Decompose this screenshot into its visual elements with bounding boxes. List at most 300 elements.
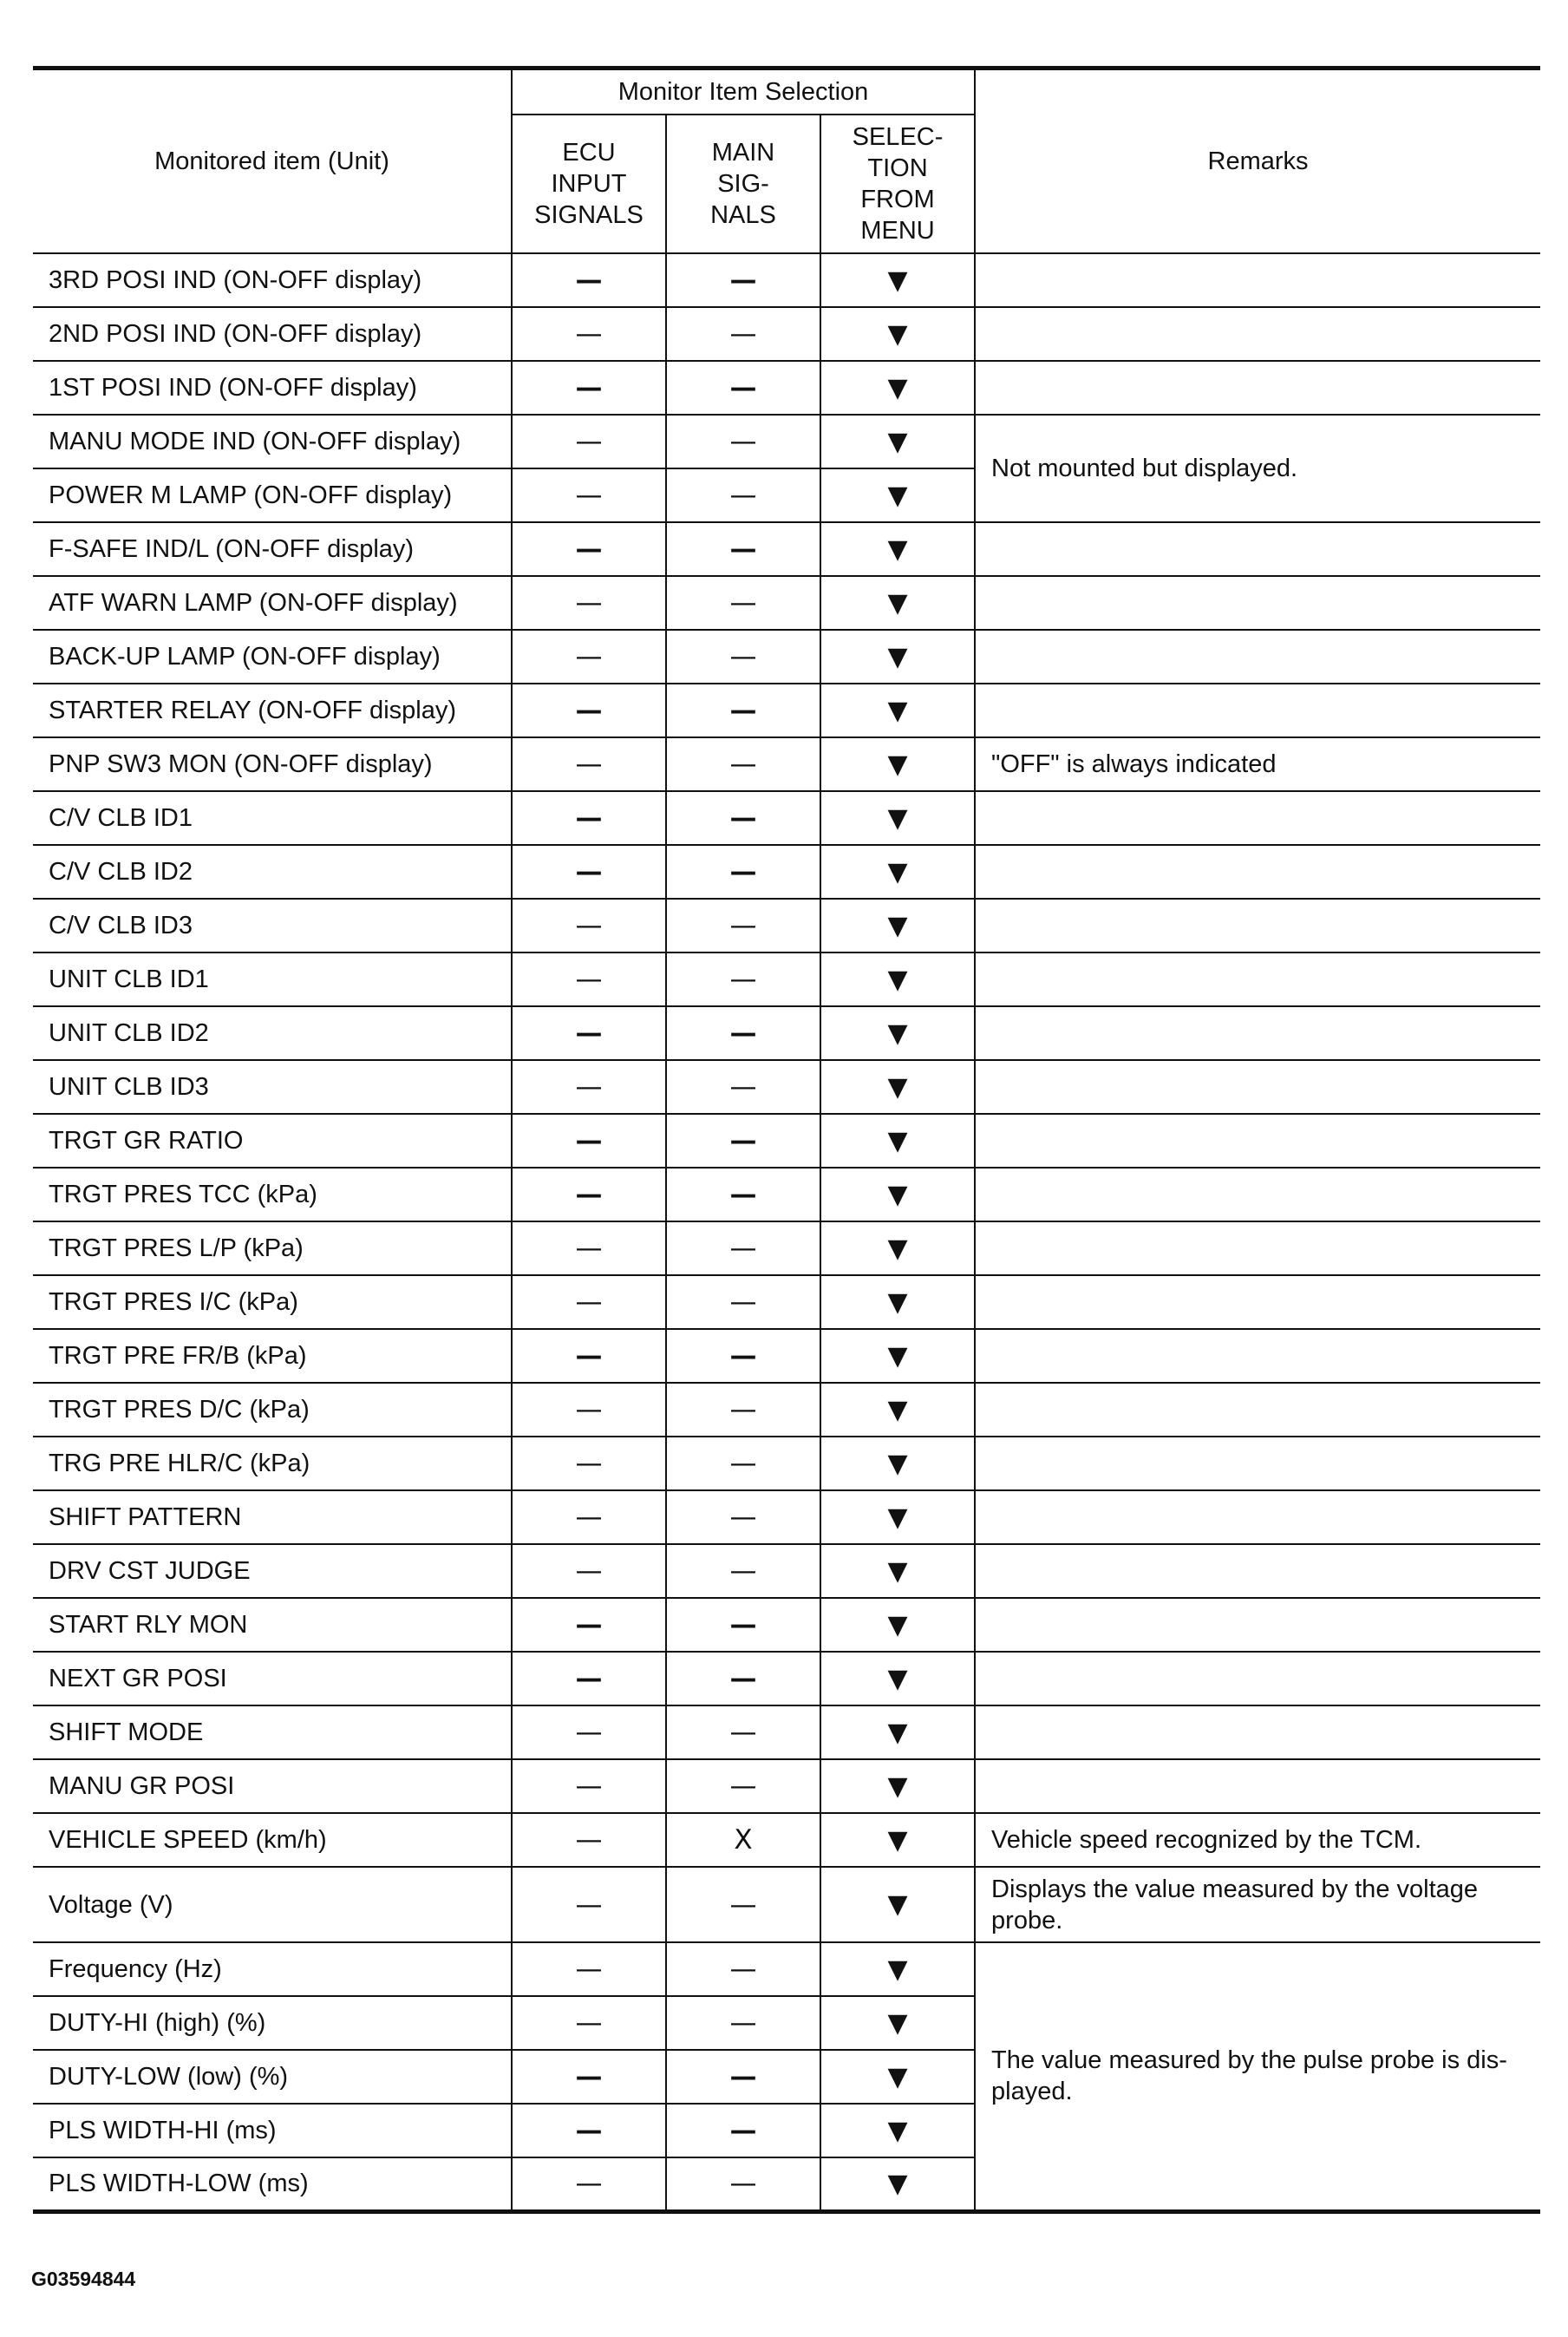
monitored-item-cell: 1ST POSI IND (ON-OFF display) [33,361,512,415]
figure-id: G03594844 [31,2268,136,2290]
ecu-input-signals-cell [512,468,666,522]
table-row [33,1275,1540,1329]
dash-mark: — [575,1889,603,1921]
x-mark: X [734,1824,753,1856]
table-row [33,737,1540,791]
table-row [33,1652,1540,1705]
table-header [33,69,1540,254]
remarks-cell [975,361,1540,415]
triangle-down-icon: ▼ [887,1889,908,1920]
ecu-input-signals-cell [512,899,666,952]
triangle-down-icon: ▼ [887,534,908,565]
remarks-cell: Not mounted but displayed. [975,415,1540,522]
remarks-cell [975,1168,1540,1221]
remarks-cell [975,1006,1540,1060]
triangle-down-icon: ▼ [887,641,908,672]
triangle-down-icon: ▼ [887,2061,908,2092]
dash-mark: — [729,587,757,619]
dash-mark: — [729,1502,757,1533]
monitor-item-table [33,66,1540,2214]
dash-mark: — [575,1340,603,1371]
selection-from-menu-cell [820,1652,975,1705]
main-signals-cell [666,576,820,630]
dash-mark: — [729,1555,757,1587]
table-row [33,1942,1540,1996]
main-signals-cell [666,1383,820,1437]
main-signals-cell [666,791,820,845]
dash-mark: — [575,1018,603,1049]
triangle-down-icon: ▼ [887,1717,908,1748]
ecu-input-signals-cell [512,1652,666,1705]
dash-mark: — [729,1071,757,1103]
dash-mark: — [575,265,603,296]
monitored-item-cell: F-SAFE IND/L (ON-OFF display) [33,522,512,576]
remarks-cell: Vehicle speed recognized by the TCM. [975,1813,1540,1867]
selection-from-menu-cell [820,737,975,791]
triangle-down-icon: ▼ [887,265,908,296]
ecu-input-signals-cell [512,307,666,361]
dash-mark: — [729,265,757,296]
monitored-item-cell: PLS WIDTH-HI (ms) [33,2104,512,2157]
table-body [33,253,1540,2211]
triangle-down-icon: ▼ [887,749,908,780]
triangle-down-icon: ▼ [887,1502,908,1533]
main-signals-cell [666,1168,820,1221]
monitored-item-cell: TRG PRE HLR/C (kPa) [33,1437,512,1490]
dash-mark: — [575,1824,603,1856]
main-signals-cell [666,361,820,415]
monitored-item-cell: TRGT PRES L/P (kPa) [33,1221,512,1275]
dash-mark: — [575,480,603,511]
table-row [33,1383,1540,1437]
dash-mark: — [575,587,603,619]
dash-mark: — [575,749,603,780]
dash-mark: — [729,641,757,672]
main-signals-cell [666,253,820,307]
main-signals-cell [666,1275,820,1329]
main-signals-cell [666,737,820,791]
ecu-input-signals-cell [512,2104,666,2157]
selection-from-menu-cell [820,1544,975,1598]
selection-from-menu-cell [820,1168,975,1221]
dash-mark: — [575,1071,603,1103]
monitored-item-cell: DUTY-HI (high) (%) [33,1996,512,2050]
ecu-input-signals-cell [512,1275,666,1329]
selection-from-menu-cell [820,1383,975,1437]
selection-from-menu-cell [820,845,975,899]
monitored-item-cell: SHIFT MODE [33,1705,512,1759]
table-row [33,361,1540,415]
main-signals-cell [666,415,820,468]
remarks-cell [975,1652,1540,1705]
dash-mark: — [729,1448,757,1479]
remarks-cell [975,1329,1540,1383]
selection-from-menu-cell [820,630,975,684]
dash-mark: — [729,1609,757,1640]
dash-mark: — [729,1663,757,1694]
remarks-cell [975,576,1540,630]
ecu-input-signals-cell [512,415,666,468]
main-signals-cell [666,1652,820,1705]
remarks-cell [975,1544,1540,1598]
remarks-cell [975,899,1540,952]
table-row [33,1114,1540,1168]
table-row [33,1490,1540,1544]
selection-from-menu-cell [820,2104,975,2157]
dash-mark: — [575,426,603,457]
dash-mark: — [729,1954,757,1985]
table-row [33,1437,1540,1490]
table-row [33,1598,1540,1652]
dash-mark: — [575,2007,603,2039]
remarks-cell [975,1383,1540,1437]
monitored-item-cell: BACK-UP LAMP (ON-OFF display) [33,630,512,684]
dash-mark: — [575,910,603,941]
dash-mark: — [575,1179,603,1210]
dash-mark: — [575,1448,603,1479]
dash-mark: — [575,2115,603,2146]
table-row [33,1813,1540,1867]
dash-mark: — [729,1889,757,1921]
selection-from-menu-cell [820,1060,975,1114]
selection-from-menu-cell [820,307,975,361]
ecu-input-signals-cell [512,1490,666,1544]
remarks-cell [975,684,1540,737]
monitored-item-cell: SHIFT PATTERN [33,1490,512,1544]
ecu-input-signals-cell [512,2157,666,2211]
main-signals-cell [666,1006,820,1060]
selection-from-menu-cell [820,1598,975,1652]
main-signals-cell [666,1490,820,1544]
monitored-item-cell: 3RD POSI IND (ON-OFF display) [33,253,512,307]
ecu-input-signals-cell [512,1383,666,1437]
ecu-input-signals-cell [512,1114,666,1168]
dash-mark: — [729,1340,757,1371]
ecu-input-signals-cell [512,1168,666,1221]
main-signals-cell [666,1598,820,1652]
dash-mark: — [575,1717,603,1748]
dash-mark: — [575,1125,603,1156]
triangle-down-icon: ▼ [887,1179,908,1210]
triangle-down-icon: ▼ [887,2168,908,2199]
remarks-cell [975,1114,1540,1168]
triangle-down-icon: ▼ [887,1340,908,1371]
main-signals-cell [666,1544,820,1598]
dash-mark: — [729,964,757,995]
selection-from-menu-cell [820,361,975,415]
triangle-down-icon: ▼ [887,1555,908,1587]
remarks-cell [975,522,1540,576]
ecu-input-signals-cell [512,1813,666,1867]
main-signals-cell [666,899,820,952]
table-row [33,1544,1540,1598]
dash-mark: — [729,1125,757,1156]
triangle-down-icon: ▼ [887,964,908,995]
dash-mark: — [729,1394,757,1425]
remarks-cell [975,253,1540,307]
remarks-cell: Displays the value measured by the voltage probe. [975,1867,1540,1942]
selection-from-menu-cell [820,1942,975,1996]
selection-from-menu-cell [820,899,975,952]
triangle-down-icon: ▼ [887,1394,908,1425]
main-signals-cell [666,1060,820,1114]
main-signals-cell [666,1221,820,1275]
triangle-down-icon: ▼ [887,587,908,619]
dash-mark: — [729,910,757,941]
main-signals-cell [666,1705,820,1759]
main-signals-cell [666,2104,820,2157]
table-row [33,791,1540,845]
table-row [33,1060,1540,1114]
triangle-down-icon: ▼ [887,480,908,511]
table-row [33,899,1540,952]
selection-from-menu-cell [820,1867,975,1942]
col-header-monitor-item-selection: Monitor Item Selection [512,69,975,115]
dash-mark: — [575,534,603,565]
dash-mark: — [729,426,757,457]
remarks-cell: The value measured by the pulse probe is dis- played. [975,1942,1540,2211]
selection-from-menu-cell [820,1813,975,1867]
dash-mark: — [729,372,757,403]
monitored-item-cell: VEHICLE SPEED (km/h) [33,1813,512,1867]
ecu-input-signals-cell [512,1006,666,1060]
remarks-cell [975,845,1540,899]
selection-from-menu-cell [820,1437,975,1490]
ecu-input-signals-cell [512,1221,666,1275]
monitored-item-cell: ATF WARN LAMP (ON-OFF display) [33,576,512,630]
monitored-item-cell: STARTER RELAY (ON-OFF display) [33,684,512,737]
ecu-input-signals-cell [512,684,666,737]
remarks-cell [975,1275,1540,1329]
triangle-down-icon: ▼ [887,1071,908,1103]
remarks-cell [975,791,1540,845]
table-row [33,1867,1540,1942]
main-signals-cell [666,1942,820,1996]
table-row [33,1006,1540,1060]
selection-from-menu-cell [820,2157,975,2211]
monitored-item-cell: TRGT PRE FR/B (kPa) [33,1329,512,1383]
remarks-cell: "OFF" is always indicated [975,737,1540,791]
ecu-input-signals-cell [512,522,666,576]
dash-mark: — [729,2168,757,2200]
monitored-item-cell: POWER M LAMP (ON-OFF display) [33,468,512,522]
dash-mark: — [729,1018,757,1049]
triangle-down-icon: ▼ [887,2115,908,2146]
triangle-down-icon: ▼ [887,1824,908,1856]
monitored-item-cell: DUTY-LOW (low) (%) [33,2050,512,2104]
table-row [33,576,1540,630]
selection-from-menu-cell [820,684,975,737]
triangle-down-icon: ▼ [887,1125,908,1156]
dash-mark: — [729,2115,757,2146]
main-signals-cell [666,630,820,684]
dash-mark: — [729,1771,757,1802]
monitored-item-cell: C/V CLB ID2 [33,845,512,899]
dash-mark: — [575,1286,603,1318]
selection-from-menu-cell [820,576,975,630]
selection-from-menu-cell [820,1275,975,1329]
table-row [33,1705,1540,1759]
triangle-down-icon: ▼ [887,1663,908,1694]
main-signals-cell [666,1329,820,1383]
triangle-down-icon: ▼ [887,318,908,350]
ecu-input-signals-cell [512,1329,666,1383]
ecu-input-signals-cell [512,1437,666,1490]
main-signals-cell [666,1813,820,1867]
dash-mark: — [729,2007,757,2039]
main-signals-cell [666,845,820,899]
dash-mark: — [729,1179,757,1210]
dash-mark: — [729,2061,757,2092]
triangle-down-icon: ▼ [887,695,908,726]
selection-from-menu-cell [820,1759,975,1813]
dash-mark: — [729,318,757,350]
triangle-down-icon: ▼ [887,1771,908,1802]
monitored-item-cell: MANU MODE IND (ON-OFF display) [33,415,512,468]
main-signals-cell [666,1867,820,1942]
monitored-item-cell: PNP SW3 MON (ON-OFF display) [33,737,512,791]
main-signals-cell [666,1114,820,1168]
ecu-input-signals-cell [512,845,666,899]
remarks-cell [975,1759,1540,1813]
dash-mark: — [575,372,603,403]
ecu-input-signals-cell [512,1060,666,1114]
table-row [33,630,1540,684]
remarks-cell [975,1437,1540,1490]
dash-mark: — [575,1555,603,1587]
ecu-input-signals-cell [512,737,666,791]
selection-from-menu-cell [820,415,975,468]
triangle-down-icon: ▼ [887,1233,908,1264]
dash-mark: — [575,1954,603,1985]
main-signals-cell [666,1996,820,2050]
main-signals-cell [666,684,820,737]
dash-mark: — [729,1233,757,1264]
table-row [33,1168,1540,1221]
dash-mark: — [575,1233,603,1264]
dash-mark: — [575,2061,603,2092]
table-row [33,1221,1540,1275]
monitored-item-cell: UNIT CLB ID3 [33,1060,512,1114]
dash-mark: — [575,2168,603,2200]
monitored-item-cell: UNIT CLB ID2 [33,1006,512,1060]
main-signals-cell [666,522,820,576]
main-signals-cell [666,2157,820,2211]
table-row [33,415,1540,468]
ecu-input-signals-cell [512,1705,666,1759]
dash-mark: — [575,318,603,350]
monitored-item-cell: 2ND POSI IND (ON-OFF display) [33,307,512,361]
selection-from-menu-cell [820,1006,975,1060]
main-signals-cell [666,1437,820,1490]
triangle-down-icon: ▼ [887,2007,908,2039]
dash-mark: — [575,856,603,887]
table-row [33,307,1540,361]
triangle-down-icon: ▼ [887,1286,908,1318]
monitored-item-cell: C/V CLB ID3 [33,899,512,952]
ecu-input-signals-cell [512,2050,666,2104]
col-header-main-signals: MAIN SIG- NALS [666,115,820,253]
col-header-selection-from-menu: SELEC- TION FROM MENU [820,115,975,253]
remarks-cell [975,1705,1540,1759]
triangle-down-icon: ▼ [887,426,908,457]
selection-from-menu-cell [820,1705,975,1759]
triangle-down-icon: ▼ [887,1609,908,1640]
table-row [33,253,1540,307]
monitored-item-cell: TRGT PRES TCC (kPa) [33,1168,512,1221]
selection-from-menu-cell [820,1996,975,2050]
ecu-input-signals-cell [512,1759,666,1813]
table-row [33,684,1540,737]
dash-mark: — [729,480,757,511]
col-header-remarks: Remarks [975,69,1540,254]
selection-from-menu-cell [820,468,975,522]
triangle-down-icon: ▼ [887,910,908,941]
ecu-input-signals-cell [512,630,666,684]
triangle-down-icon: ▼ [887,1018,908,1049]
selection-from-menu-cell [820,1221,975,1275]
dash-mark: — [729,856,757,887]
ecu-input-signals-cell [512,253,666,307]
remarks-cell [975,1060,1540,1114]
ecu-input-signals-cell [512,791,666,845]
selection-from-menu-cell [820,952,975,1006]
dash-mark: — [729,1286,757,1318]
monitored-item-cell: UNIT CLB ID1 [33,952,512,1006]
monitored-item-cell: Voltage (V) [33,1867,512,1942]
remarks-cell [975,630,1540,684]
remarks-cell [975,1221,1540,1275]
dash-mark: — [729,695,757,726]
col-header-ecu-input-signals: ECU INPUT SIGNALS [512,115,666,253]
ecu-input-signals-cell [512,1598,666,1652]
dash-mark: — [575,1609,603,1640]
monitored-item-cell: TRGT PRES D/C (kPa) [33,1383,512,1437]
main-signals-cell [666,2050,820,2104]
remarks-cell [975,307,1540,361]
dash-mark: — [575,1394,603,1425]
main-signals-cell [666,307,820,361]
remarks-cell [975,1490,1540,1544]
monitored-item-cell: TRGT GR RATIO [33,1114,512,1168]
monitored-item-cell: DRV CST JUDGE [33,1544,512,1598]
dash-mark: — [575,802,603,834]
ecu-input-signals-cell [512,361,666,415]
selection-from-menu-cell [820,1490,975,1544]
dash-mark: — [729,1717,757,1748]
triangle-down-icon: ▼ [887,1448,908,1479]
dash-mark: — [729,749,757,780]
monitored-item-cell: TRGT PRES I/C (kPa) [33,1275,512,1329]
ecu-input-signals-cell [512,1942,666,1996]
selection-from-menu-cell [820,1329,975,1383]
monitored-item-cell: PLS WIDTH-LOW (ms) [33,2157,512,2211]
ecu-input-signals-cell [512,1996,666,2050]
dash-mark: — [575,695,603,726]
col-header-monitored-item: Monitored item (Unit) [33,69,512,254]
table-row [33,845,1540,899]
selection-from-menu-cell [820,1114,975,1168]
selection-from-menu-cell [820,522,975,576]
dash-mark: — [575,964,603,995]
main-signals-cell [666,1759,820,1813]
dash-mark: — [729,534,757,565]
monitored-item-cell: START RLY MON [33,1598,512,1652]
monitored-item-cell: Frequency (Hz) [33,1942,512,1996]
selection-from-menu-cell [820,791,975,845]
table-row [33,522,1540,576]
ecu-input-signals-cell [512,952,666,1006]
